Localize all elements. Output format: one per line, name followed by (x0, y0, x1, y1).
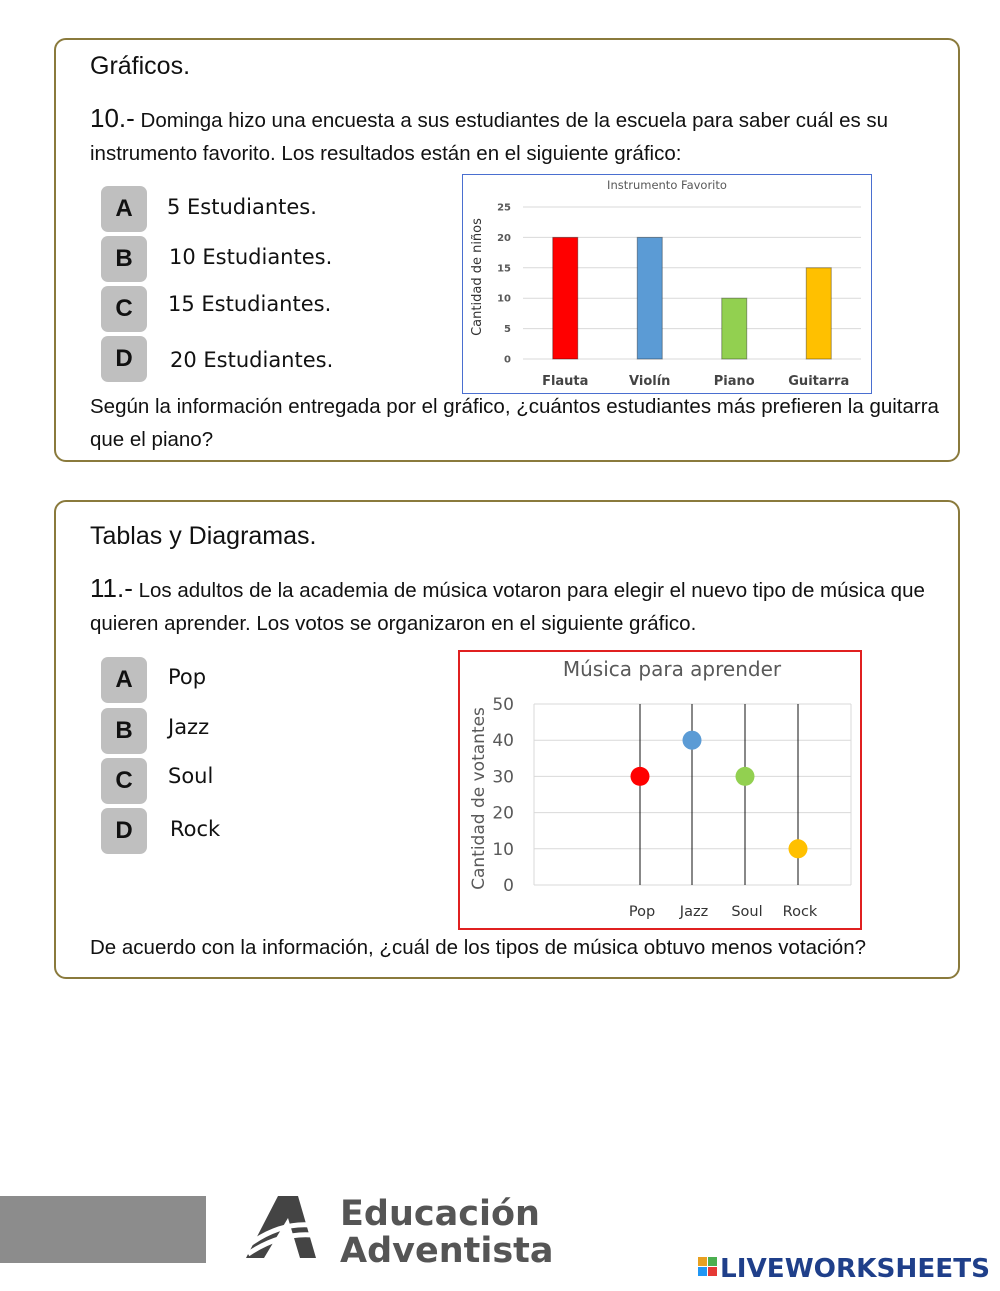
option-letter[interactable]: A (101, 186, 147, 232)
bar-guitarra (806, 268, 831, 359)
x-tick-label: Pop (628, 904, 656, 920)
question-text (90, 102, 940, 170)
point-pop (631, 767, 650, 786)
question-number: 11.- (90, 573, 133, 603)
question-number: 10.- (90, 103, 135, 133)
option-letter[interactable]: B (101, 708, 147, 754)
question-body: Dominga hizo una encuesta a sus estudiantes de la escuela para saber cuál es su instrumento favorito. Los resultados están en el siguiente gráfico: (90, 109, 889, 165)
option-text: 5 Estudiantes. (167, 195, 317, 219)
y-axis-label: Cantidad de votantes (469, 707, 489, 890)
bar-flauta (553, 237, 578, 359)
bar-chart-instrumento (462, 174, 872, 394)
option-text: Rock (170, 817, 221, 841)
liveworksheets-logo[interactable] (696, 1254, 996, 1284)
y-tick-label: 0 (503, 876, 514, 896)
option-text: 15 Estudiantes. (168, 292, 332, 316)
logo-line1: Educación (340, 1194, 540, 1234)
liveworksheets-icon (696, 1254, 996, 1284)
x-tick-label: Guitarra (788, 374, 850, 389)
y-tick-label: 25 (497, 202, 511, 214)
y-tick-label: 50 (492, 695, 514, 715)
y-tick-label: 20 (492, 803, 514, 824)
y-tick-label: 0 (504, 354, 511, 366)
point-jazz (683, 731, 702, 750)
y-axis-label: Cantidad de niños (470, 218, 485, 336)
y-tick-label: 20 (497, 232, 511, 244)
option-text: Jazz (168, 715, 210, 739)
footer-grey-bar (0, 1196, 206, 1263)
chart-title: Música para aprender (562, 657, 782, 681)
option-text: 10 Estudiantes. (169, 245, 333, 269)
x-tick-label: Piano (713, 374, 755, 389)
x-tick-label: Flauta (542, 374, 589, 389)
chart-title: Instrumento Favorito (607, 178, 727, 192)
adventista-a-icon (244, 1192, 574, 1272)
educacion-adventista-logo (244, 1192, 574, 1272)
option-text: 20 Estudiantes. (170, 348, 334, 372)
y-tick-label: 30 (492, 767, 514, 788)
logo-line2: Adventista (340, 1231, 554, 1271)
option-letter[interactable]: D (101, 336, 147, 382)
option-letter[interactable]: C (101, 758, 147, 804)
x-tick-label: Rock (782, 904, 818, 920)
x-tick-label: Jazz (679, 904, 709, 920)
y-tick-label: 15 (497, 263, 511, 275)
option-letter[interactable]: B (101, 236, 147, 282)
option-letter[interactable]: A (101, 657, 147, 703)
option-text: Soul (168, 764, 214, 788)
section-title: Tablas y Diagramas. (90, 522, 317, 550)
question-body: Los adultos de la academia de música votaron para elegir el nuevo tipo de música que quieren aprender. Los votos se organizaron en el siguiente gráfico. (90, 579, 925, 635)
scatter-chart-musica (458, 650, 862, 930)
y-tick-label: 40 (492, 731, 514, 752)
liveworksheets-text: LIVEWORKSHEETS (720, 1254, 990, 1284)
option-text: Pop (168, 665, 207, 689)
bottom-question: Según la información entregada por el gráfico, ¿cuántos estudiantes más prefieren la guitarra que el piano? (90, 395, 939, 451)
bar-piano (722, 298, 747, 359)
scatter-chart-svg (460, 652, 860, 928)
bar-violín (637, 237, 662, 359)
bar-chart-svg (463, 175, 871, 393)
point-rock (789, 839, 808, 858)
option-letter[interactable]: D (101, 808, 147, 854)
y-tick-label: 10 (497, 293, 511, 305)
y-tick-label: 5 (504, 324, 511, 336)
question-text (90, 572, 940, 640)
bottom-question: De acuerdo con la información, ¿cuál de los tipos de música obtuvo menos votación? (90, 936, 867, 959)
section-title: Gráficos. (90, 52, 191, 80)
y-tick-label: 10 (492, 839, 514, 860)
question-card-11 (54, 500, 960, 979)
x-tick-label: Violín (629, 374, 671, 389)
question-card-10 (54, 38, 960, 462)
x-tick-label: Soul (731, 904, 763, 920)
option-letter[interactable]: C (101, 286, 147, 332)
point-soul (736, 767, 755, 786)
